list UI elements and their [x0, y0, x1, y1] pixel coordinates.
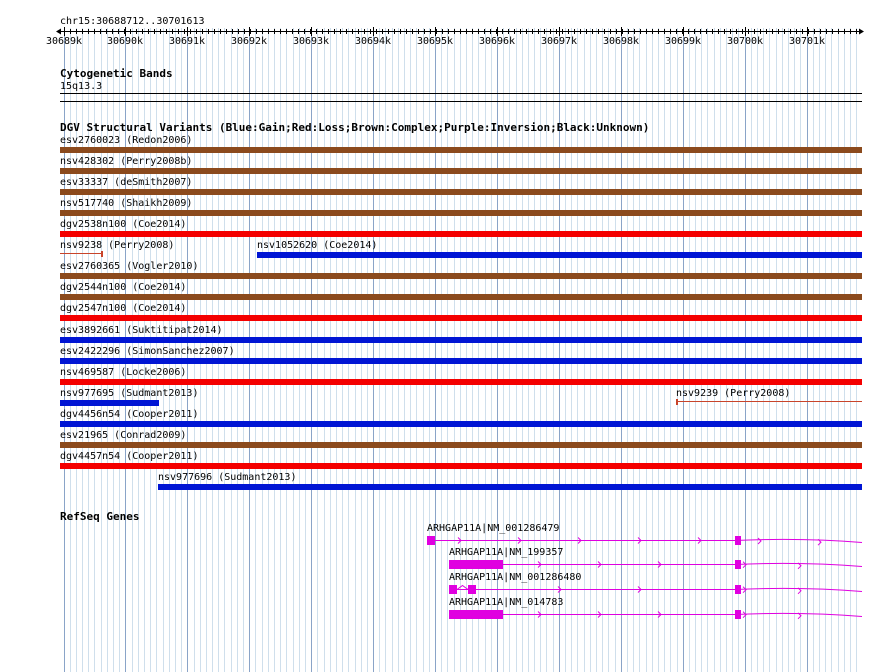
dgv-variant-bar[interactable]: [60, 379, 862, 385]
dgv-variant-label[interactable]: nsv517740 (Shaikh2009): [60, 198, 193, 209]
ruler-tick-label: 30697k: [540, 36, 578, 47]
dgv-variant-label[interactable]: nsv977695 (Sudmant2013): [60, 388, 199, 399]
dgv-variant-label[interactable]: dgv2544n100 (Coe2014): [60, 282, 187, 293]
ruler-tick-label: 30699k: [664, 36, 702, 47]
dgv-variant-bar[interactable]: [158, 484, 862, 490]
dgv-variant-label[interactable]: nsv428302 (Perry2008b): [60, 156, 193, 167]
dgv-variant-bar[interactable]: [60, 463, 862, 469]
dgv-variant-label[interactable]: dgv4457n54 (Cooper2011): [60, 451, 199, 462]
dgv-variant-label[interactable]: esv2422296 (SimonSanchez2007): [60, 346, 235, 357]
ruler-left-arrow: [56, 29, 61, 35]
ruler-tick-label: 30692k: [230, 36, 268, 47]
ruler-tick-label: 30694k: [354, 36, 392, 47]
refseq-track-title[interactable]: RefSeq Genes: [60, 510, 140, 523]
dgv-variant-bar[interactable]: [60, 253, 103, 254]
dgv-variant-bar[interactable]: [60, 400, 159, 406]
cytoband-lower-line: [60, 101, 862, 102]
dgv-variant-bar[interactable]: [60, 294, 862, 300]
dgv-track-title[interactable]: DGV Structural Variants (Blue:Gain;Red:Loss;Brown:Complex;Purple:Inversion;Black:Unknown): [60, 121, 650, 134]
ruler-tick-label: 30689k: [45, 36, 83, 47]
refseq-transcript-label[interactable]: ARHGAP11A|NM_014783: [449, 597, 564, 608]
dgv-variant-bar[interactable]: [60, 358, 862, 364]
dgv-variant-label[interactable]: dgv2547n100 (Coe2014): [60, 303, 187, 314]
ruler-tick-label: 30690k: [106, 36, 144, 47]
ruler-tick-label: 30691k: [168, 36, 206, 47]
ruler-tick-label: 30700k: [726, 36, 764, 47]
dgv-variant-label[interactable]: dgv2538n100 (Coe2014): [60, 219, 187, 230]
ruler-right-arrow: [859, 29, 864, 35]
dgv-variant-bar[interactable]: [60, 273, 862, 279]
dgv-variant-bar[interactable]: [257, 252, 862, 258]
cytoband-label[interactable]: 15q13.3: [60, 81, 103, 92]
refseq-transcript-label[interactable]: ARHGAP11A|NM_199357: [449, 547, 564, 558]
dgv-variant-label[interactable]: esv33337 (deSmith2007): [60, 177, 193, 188]
ruler-tick-label: 30693k: [292, 36, 330, 47]
dgv-variant-label[interactable]: nsv1052620 (Coe2014): [257, 240, 378, 251]
dgv-variant-bar[interactable]: [60, 442, 862, 448]
ruler-tick-label: 30695k: [416, 36, 454, 47]
dgv-variant-label[interactable]: esv2760365 (Vogler2010): [60, 261, 199, 272]
dgv-variant-bar[interactable]: [60, 168, 862, 174]
dgv-variant-label[interactable]: nsv9238 (Perry2008): [60, 240, 175, 251]
dgv-variant-bar[interactable]: [60, 421, 862, 427]
dgv-variant-label[interactable]: esv21965 (Conrad2009): [60, 430, 187, 441]
cytobands-track-title[interactable]: Cytogenetic Bands: [60, 67, 173, 80]
dgv-variant-bar[interactable]: [60, 231, 862, 237]
location-label: chr15:30688712..30701613: [60, 16, 205, 27]
dgv-variant-label[interactable]: nsv469587 (Locke2006): [60, 367, 187, 378]
refseq-transcript-label[interactable]: ARHGAP11A|NM_001286480: [449, 572, 582, 583]
dgv-variant-label[interactable]: esv3892661 (Suktitipat2014): [60, 325, 223, 336]
dgv-variant-bar[interactable]: [60, 210, 862, 216]
dgv-variant-bar[interactable]: [60, 147, 862, 153]
ruler-tick-label: 30696k: [478, 36, 516, 47]
dgv-variant-bar[interactable]: [676, 401, 862, 402]
dgv-variant-label[interactable]: nsv9239 (Perry2008): [676, 388, 791, 399]
ruler-scale[interactable]: [0, 0, 890, 60]
refseq-transcript-label[interactable]: ARHGAP11A|NM_001286479: [427, 523, 560, 534]
ruler-tick-label: 30701k: [788, 36, 826, 47]
dgv-variant-label[interactable]: nsv977696 (Sudmant2013): [158, 472, 297, 483]
dgv-variant-block[interactable]: [676, 399, 678, 405]
dgv-variant-block[interactable]: [101, 251, 103, 257]
dgv-variant-bar[interactable]: [60, 189, 862, 195]
cytoband-upper-line: [60, 93, 862, 94]
dgv-variant-bar[interactable]: [60, 337, 862, 343]
dgv-variant-bar[interactable]: [60, 315, 862, 321]
dgv-variant-label[interactable]: dgv4456n54 (Cooper2011): [60, 409, 199, 420]
dgv-variant-label[interactable]: esv2760023 (Redon2006): [60, 135, 193, 146]
ruler-tick-label: 30698k: [602, 36, 640, 47]
